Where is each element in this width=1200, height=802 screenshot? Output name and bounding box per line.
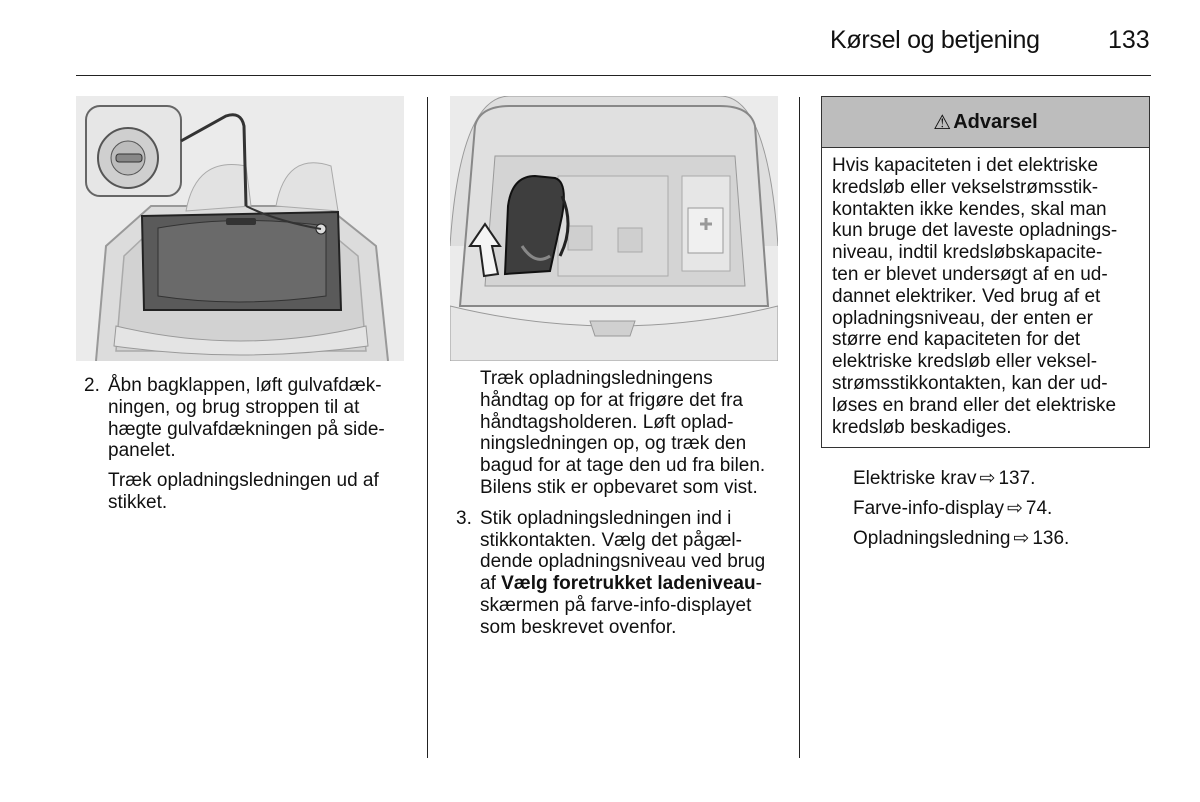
reference-arrow-icon: ⇨	[979, 468, 996, 489]
step-2-subtext-line: Træk opladningsledningen ud af	[108, 470, 379, 492]
reference-page: 74.	[1025, 498, 1053, 519]
warning-line: løses en brand eller det elektriske	[832, 394, 1117, 416]
warning-header	[822, 97, 1149, 148]
step-3-line: dende opladningsniveau ved brug	[480, 551, 766, 573]
paragraph-line: håndtag op for at frigøre det fra	[480, 389, 743, 411]
cross-reference[interactable]	[853, 497, 1052, 520]
reference-page: 136.	[1032, 528, 1070, 549]
column-divider-2	[799, 97, 800, 758]
paragraph-line: Bilens stik er opbevaret som vist.	[480, 476, 758, 498]
reference-page: 137.	[998, 468, 1036, 489]
step-3-line: som beskrevet ovenfor.	[480, 616, 677, 638]
step-3-prefix: af	[480, 573, 502, 595]
cross-reference[interactable]	[853, 527, 1069, 550]
warning-line: dannet elektriker. Ved brug af et	[832, 285, 1101, 307]
warning-line: større end kapaciteten for det	[832, 329, 1081, 351]
step-3	[456, 508, 786, 639]
warning-line: opladningsniveau, der enten er	[832, 307, 1093, 329]
reference-text: Opladningsledning	[853, 528, 1011, 549]
step-2-line: Åbn bagklappen, løft gulvafdæk-	[108, 375, 382, 396]
warning-line: ten er blevet undersøgt af en ud-	[832, 263, 1108, 285]
charging-cable-storage-illustration	[450, 96, 778, 361]
step-3-line: skærmen på farve-info-displayet	[480, 594, 752, 616]
warning-line: niveau, indtil kredsløbskapacite-	[832, 242, 1103, 264]
step-3-suffix: -	[755, 573, 762, 595]
paragraph-line: bagud for at tage den ud fra bilen.	[480, 455, 766, 477]
column-divider-1	[427, 97, 428, 758]
warning-text	[822, 148, 1149, 438]
step-2-line: panelet.	[108, 440, 176, 462]
warning-line: kredsløb eller vekselstrømsstik-	[832, 176, 1099, 198]
warning-line: kontakten ikke kendes, skal man	[832, 198, 1107, 220]
step-number: 2.	[84, 375, 100, 396]
step-3-line: stikkontakten. Vælg det pågæl-	[480, 529, 742, 551]
reference-arrow-icon: ⇨	[1013, 528, 1030, 549]
header-divider	[76, 75, 1151, 76]
step-3-line: Stik opladningsledningen ind i	[480, 507, 732, 529]
warning-line: strømsstikkontakten, kan der ud-	[832, 372, 1108, 394]
step-2-subtext-line: stikket.	[108, 491, 168, 513]
warning-line: Hvis kapaciteten i det elektriske	[832, 155, 1099, 176]
setting-name: Vælg foretrukket ladeniveau	[501, 573, 756, 595]
warning-line: elektriske kredsløb eller veksel-	[832, 351, 1098, 373]
step-2-line: ningen, og brug stroppen til at	[108, 396, 360, 418]
paragraph-line: ningsledningen op, og træk den	[480, 433, 747, 455]
warning-box	[821, 96, 1150, 448]
reference-text: Elektriske krav	[853, 468, 977, 489]
trunk-floor-illustration	[76, 96, 404, 361]
running-header-title: Kørsel og betjening	[830, 26, 1040, 54]
warning-triangle-icon: ⚠	[933, 111, 952, 134]
step-2	[84, 375, 404, 514]
reference-text: Farve-info-display	[853, 498, 1004, 519]
step-number: 3.	[456, 507, 472, 529]
warning-line: kredsløb beskadiges.	[832, 416, 1012, 438]
paragraph-line: Træk opladningsledningens	[480, 368, 713, 389]
paragraph-line: håndtagsholderen. Løft oplad-	[480, 411, 734, 433]
reference-arrow-icon: ⇨	[1007, 498, 1023, 519]
warning-line: kun bruge det laveste opladnings-	[832, 220, 1118, 242]
column-2-text	[456, 368, 786, 639]
page-number: 133	[1108, 26, 1150, 54]
step-3-line-with-setting	[480, 573, 786, 595]
warning-title: Advarsel	[953, 110, 1038, 133]
step-2-line: hægte gulvafdækningen på side-	[108, 418, 385, 440]
cross-reference[interactable]	[853, 467, 1035, 490]
